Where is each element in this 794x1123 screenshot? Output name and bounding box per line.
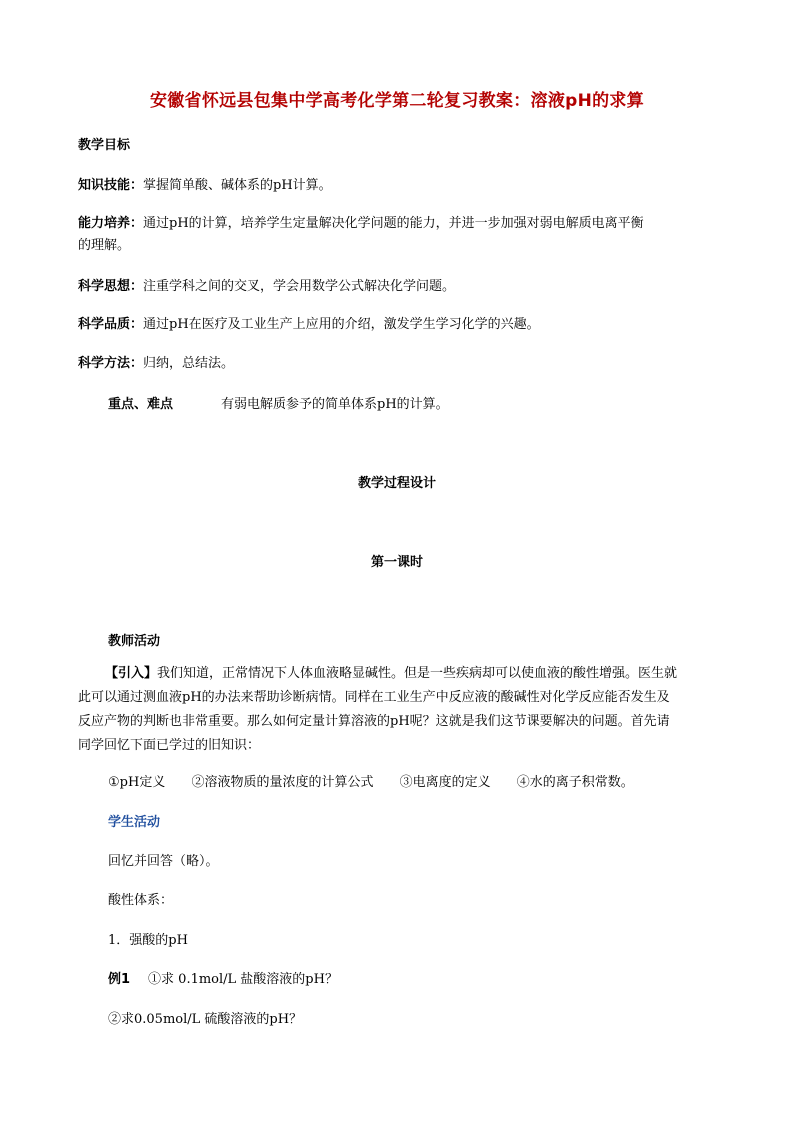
ability-text-1: 通过pH的计算，培养学生定量解决化学问题的能力，并进一步加强对弱电解质电离平衡 <box>143 216 644 231</box>
student-answer: 回忆并回答（略）。 <box>108 854 219 869</box>
design-heading: 教学过程设计 <box>357 476 436 491</box>
example1-q1: ①求 0.1mol/L 盐酸溶液的pH？ <box>148 972 338 987</box>
knowledge-text: 掌握简单酸、碱体系的pH计算。 <box>143 178 332 193</box>
knowledge-line <box>78 176 728 196</box>
lesson-heading: 第一课时 <box>370 555 423 570</box>
review-item: ①pH定义 <box>108 775 166 790</box>
focus-label: 重点、难点 <box>108 397 174 412</box>
quality-label: 科学品质： <box>78 317 144 332</box>
thinking-line <box>78 277 728 297</box>
ability-line-1 <box>78 214 728 234</box>
quality-line <box>78 315 728 335</box>
acid-system-label: 酸性体系： <box>108 893 174 908</box>
intro-line-1 <box>105 664 755 684</box>
thinking-text: 注重学科之间的交叉，学会用数学公式解决化学问题。 <box>143 279 456 294</box>
teacher-heading: 教师活动 <box>108 634 161 649</box>
example1-line <box>108 970 758 990</box>
intro-line-2: 此可以通过测血液pH的办法来帮助诊断病情。同样在工业生产中反应液的酸碱性对化学反应能否发生及 <box>78 690 670 705</box>
section-strong-acid: 1．强酸的pH <box>108 933 188 948</box>
method-label: 科学方法： <box>78 356 144 371</box>
example1-q2: ②求0.05mol/L 硫酸溶液的pH？ <box>108 1012 303 1027</box>
intro-line-4: 同学回忆下面已学过的旧知识： <box>78 738 261 753</box>
document-title: 安徽省怀远县包集中学高考化学第二轮复习教案：溶液pH的求算 <box>149 91 645 111</box>
method-text: 归纳，总结法。 <box>143 356 235 371</box>
ability-label: 能力培养： <box>78 216 144 231</box>
review-item: ②溶液物质的量浓度的计算公式 <box>191 775 374 790</box>
review-item: ④水的离子积常数。 <box>516 775 634 790</box>
student-heading: 学生活动 <box>108 815 161 830</box>
review-item: ③电离度的定义 <box>399 775 491 790</box>
quality-text: 通过pH在医疗及工业生产上应用的介绍，激发学生学习化学的兴趣。 <box>143 317 540 332</box>
review-list <box>108 773 758 793</box>
intro-line-3: 反应产物的判断也非常重要。那么如何定量计算溶液的pH呢？这就是我们这节课要解决的问题。首先请 <box>78 714 670 729</box>
focus-text: 有弱电解质参予的简单体系pH的计算。 <box>221 397 449 412</box>
thinking-label: 科学思想： <box>78 279 144 294</box>
objectives-heading: 教学目标 <box>78 138 131 153</box>
intro-label: 【引入】 <box>105 666 158 681</box>
example1-label: 例1 <box>108 972 131 987</box>
method-line <box>78 354 728 374</box>
knowledge-label: 知识技能： <box>78 178 144 193</box>
ability-line-2: 的理解。 <box>78 238 131 253</box>
intro-text-1: 我们知道，正常情况下人体血液略显碱性。但是一些疾病却可以使血液的酸性增强。医生就 <box>157 666 678 681</box>
focus-line <box>108 395 758 415</box>
